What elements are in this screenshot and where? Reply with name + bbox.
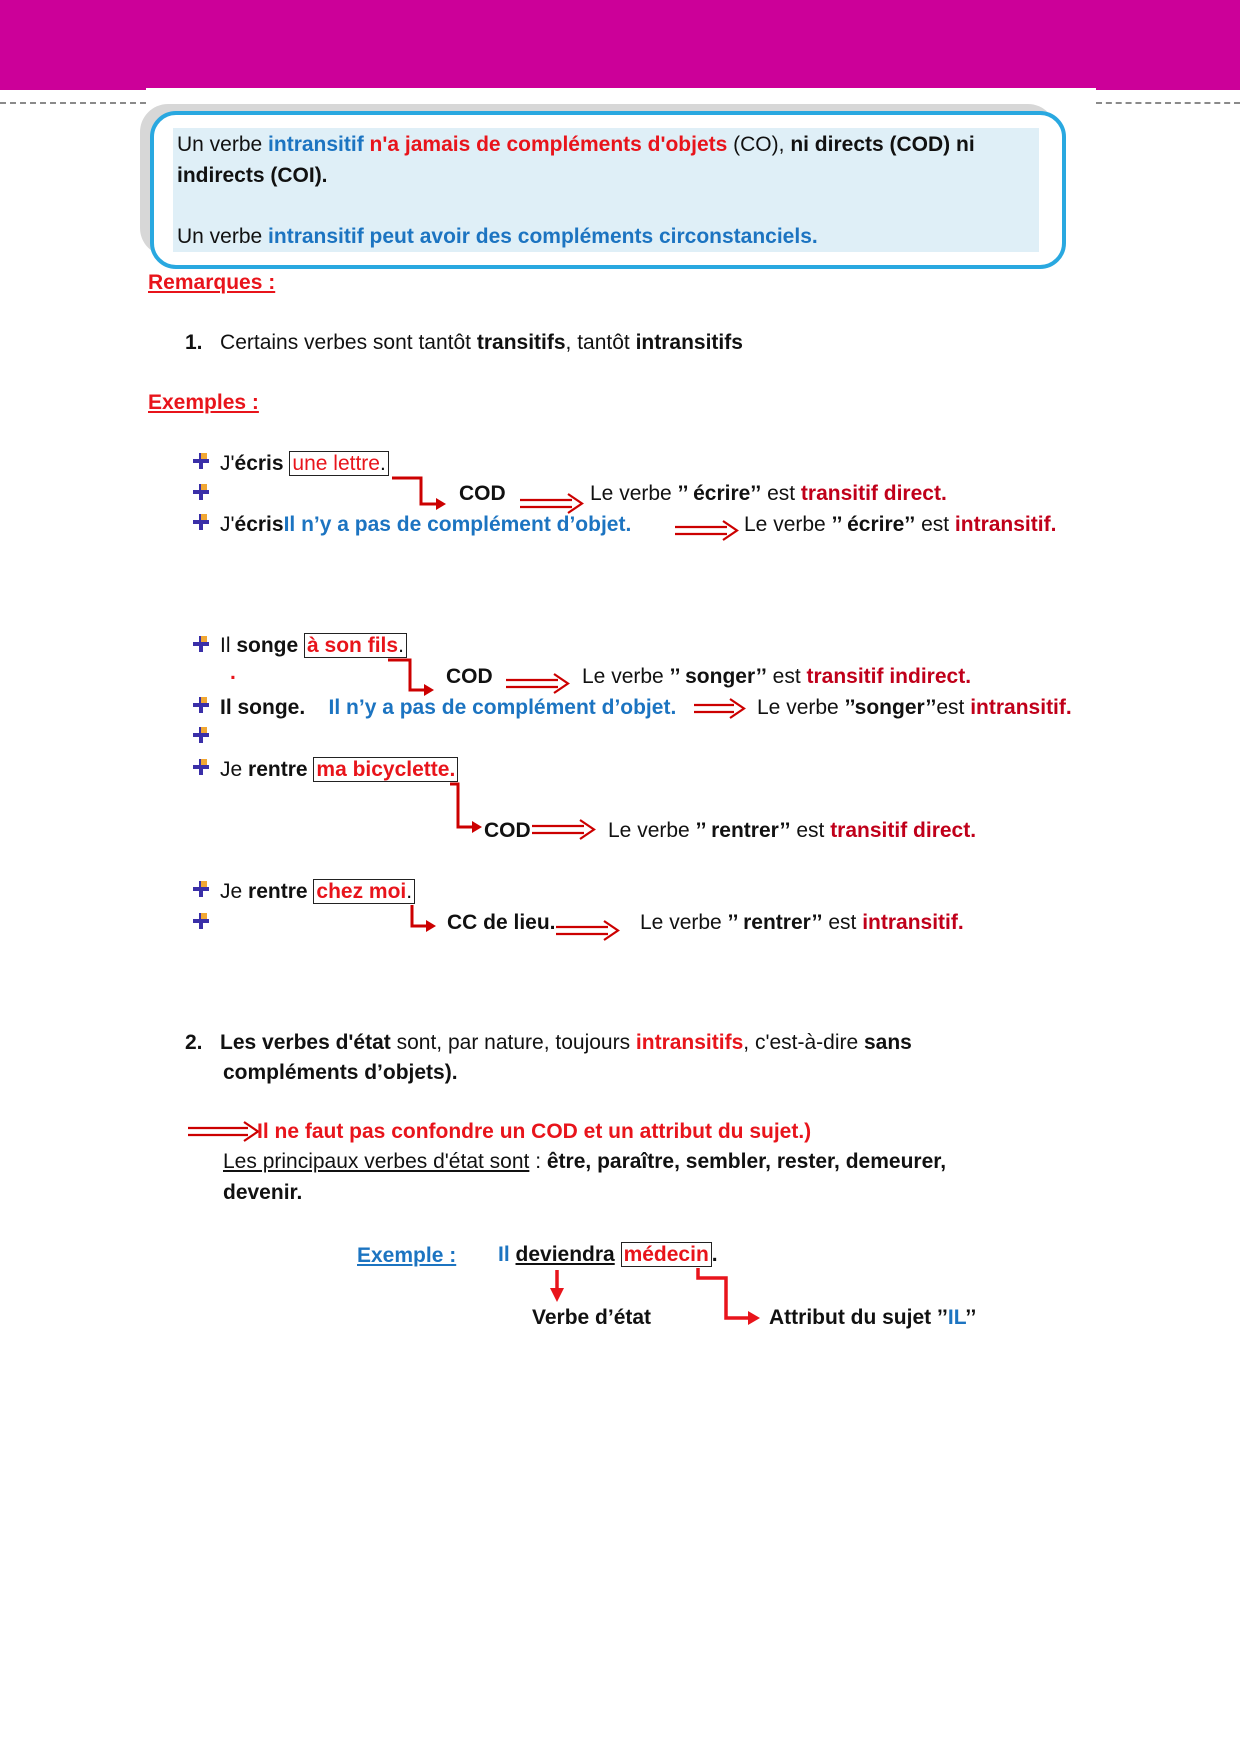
- remark-2: 2. Les verbes d'état sont, par nature, toujours intransitifs, c'est-à-dire sans: [185, 1031, 912, 1054]
- exemple-title: Exemple :: [357, 1244, 457, 1267]
- principaux-verbes-line-2: devenir.: [223, 1181, 303, 1204]
- verbe-etat-label: Verbe d’état: [532, 1306, 652, 1329]
- example-1b-result: Le verbe ’’ écrire’’ est intransitif.: [744, 513, 1057, 536]
- example-4-result: Le verbe ’’ rentrer’’ est intransitif.: [640, 911, 964, 934]
- definition-line-1: Un verbe intransitif n'a jamais de compléments d'objets (CO), ni directs (COD) ni: [177, 133, 975, 156]
- definition-line-3: Un verbe intransitif peut avoir des compléments circonstanciels.: [177, 225, 818, 248]
- example-1-result: Le verbe ’’ écrire’’ est transitif direct.: [590, 482, 947, 505]
- definition-line-2: indirects (COI).: [177, 164, 328, 187]
- plus-bullet-icon: [192, 758, 210, 776]
- stray-dot: .: [230, 661, 236, 684]
- example-2b-sentence: Il songe. Il n’y a pas de complément d’objet.: [220, 696, 677, 719]
- remarques-title: Remarques :: [148, 271, 276, 294]
- plus-bullet-icon: [192, 880, 210, 898]
- remark-1: 1. Certains verbes sont tantôt transitifs, tantôt intransitifs: [185, 331, 743, 354]
- plus-bullet-icon: [192, 912, 210, 930]
- cc-lieu-label: CC de lieu.: [447, 911, 556, 934]
- principaux-verbes: Les principaux verbes d'état sont : être, paraître, sembler, rester, demeurer,: [223, 1150, 947, 1173]
- remark-2-line-2: compléments d’objets).: [223, 1061, 458, 1084]
- example-3-sentence: Je rentre ma bicyclette.: [220, 757, 458, 783]
- example-1-sentence: J'écris une lettre.: [220, 451, 389, 477]
- example-2-sentence: Il songe à son fils.: [220, 633, 407, 659]
- plus-bullet-icon: [192, 635, 210, 653]
- cod-label: COD: [459, 482, 506, 505]
- cod-label: COD: [484, 819, 531, 842]
- final-example-sentence: Il deviendra médecin .: [498, 1243, 718, 1266]
- example-2b-result: Le verbe ’’songer’’est intransitif.: [757, 696, 1072, 719]
- attribut-label: Attribut du sujet ’’IL’’: [769, 1306, 977, 1329]
- exemples-title: Exemples :: [148, 391, 259, 414]
- cod-label: COD: [446, 665, 493, 688]
- warning-note: Il ne faut pas confondre un COD et un attribut du sujet.): [257, 1120, 812, 1143]
- example-2-result: Le verbe ’’ songer’’ est transitif indirect.: [582, 665, 972, 688]
- example-1b-sentence: J'écrisIl n’y a pas de complément d’objet.: [220, 513, 632, 536]
- example-3-result: Le verbe ’’ rentrer’’ est transitif direct.: [608, 819, 977, 842]
- plus-bullet-icon: [192, 726, 210, 744]
- plus-bullet-icon: [192, 696, 210, 714]
- example-4-sentence: Je rentre chez moi.: [220, 879, 415, 905]
